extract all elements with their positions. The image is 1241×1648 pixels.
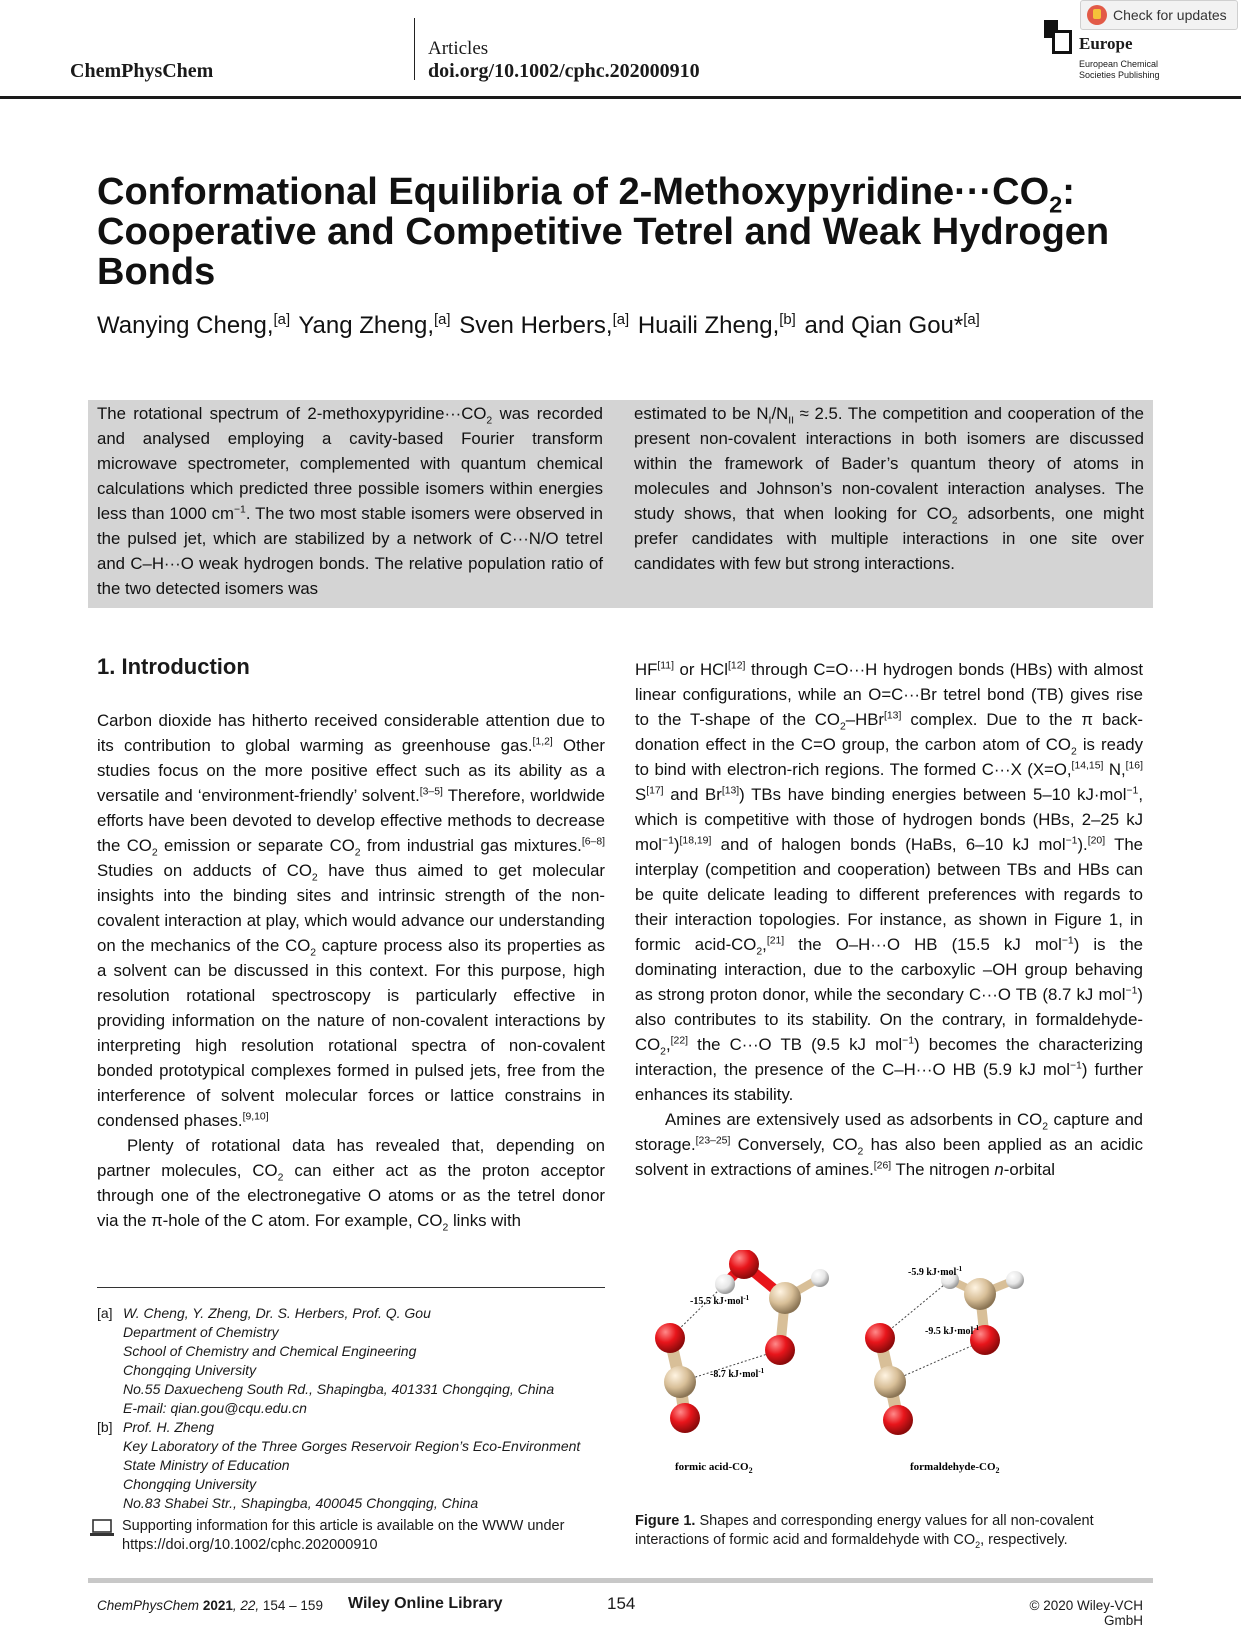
wiley-online-library-link[interactable]: Wiley Online Library [348, 1595, 503, 1612]
supporting-info-text[interactable]: Supporting information for this article is available on the WWW under https://doi.org/10.1002/cphc.202000910 [122, 1518, 565, 1553]
copyright: © 2020 Wiley-VCH GmbH [1029, 1598, 1143, 1628]
check-updates-label: Check for updates [1113, 7, 1227, 23]
fa-label: formic acid-$CO_2$ [675, 1461, 753, 1475]
logo-subtitle: European Chemical Societies Publishing [1079, 59, 1160, 80]
author: and Qian Gou*[a] [804, 312, 980, 339]
author: Huaili Zheng,[b] [637, 312, 796, 339]
fd-label: formaldehyde-$CO_2$ [910, 1461, 1000, 1475]
paragraph: Carbon dioxide has hitherto received considerable attention due to its contribution to global warming as greenhouse gas.[1,2] Other studies focus on the more positive effect such as its ability as a versatile and ‘environment-friendly’ solvent.[3–5] Therefore, worldwide efforts have been devoted to develop effective methods to decrease the $CO_2$ emission or separate $CO_2$ from industrial gas mixtures.[6–8] Studies on adducts of $CO_2$ have thus aimed to get molecular insights into the binding sites and intrinsic strength of the non-covalent interaction at play, which would advance our understanding on the mechanics of the $CO_2$ capture process also its properties as a solvent can be discussed in this context. For this purpose, high resolution rotational spectroscopy is particularly effective in providing information on the nature of non-covalent interactions by interpreting high resolution rotational spectra of non-covalent bonded prototypical complexes formed in pulsed jets, free from the interference of solvent molecular forces or lattice constrains in condensed phases.[9,10] [97, 711, 606, 1130]
footnote-rule [97, 1287, 605, 1288]
header-divider [414, 18, 415, 80]
journal-name: ChemPhysChem [70, 60, 214, 82]
paragraph: Plenty of rotational data has revealed that, depending on partner molecules, $CO_2$ can either act as the proton acceptor through one of the electronegative O atoms or as the tetrel donor via the π-hole of the C atom. For example, $CO_2$ links with [97, 1136, 605, 1234]
fa-hb-energy: -15.5 kJ·mol$^{-1}$ [690, 1294, 750, 1307]
doi-link[interactable]: doi.org/10.1002/cphc.202000910 [428, 60, 700, 82]
computer-icon [90, 1519, 114, 1537]
check-for-updates-button[interactable] [1080, 0, 1238, 30]
fd-tb-energy: -9.5 kJ·mol$^{-1}$ [925, 1324, 980, 1337]
figure-1-molecules [640, 1250, 1140, 1480]
abstract-right-column: estimated to be $N_I/N_{II} \approx 2.5$. The competition and cooperation of the present non-covalent interactions in both isomers are discussed within the framework of Bader’s quantum theory of atoms in molecules and Johnson’s non-covalent interaction analyses. The study shows, that when looking for $CO_2$ adsorbents, one might prefer candidates with multiple interactions in one site over candidates with few but strong interactions. [634, 404, 1144, 573]
affiliation-a: [a] W. Cheng, Y. Zheng, Dr. S. Herbers, Prof. Q. Gou Department of Chemistry School of Chemistry and Chemical Engineering Chongqing University No.55 Daxuecheng South Rd., Shapingba, 401331 Chongqing, China E-mail: qian.gou@cqu.edu.cn [97, 1305, 555, 1416]
header-rule [0, 96, 1241, 99]
fa-tb-energy: -8.7 kJ·mol$^{-1}$ [710, 1367, 765, 1380]
footer-rule [88, 1578, 1153, 1583]
affiliations [97, 1304, 607, 1513]
author: Wanying Cheng,[a] [97, 312, 291, 339]
article-title: Conformational Equilibria of $2-Methoxypyridine\cdot\cdot\cdot CO_2$: Cooperative and Competitive Tetrel and Weak Hydrogen Bonds [97, 171, 1110, 293]
crossmark-icon [1087, 5, 1107, 25]
fd-hb-energy: -5.9 kJ·mol$^{-1}$ [908, 1265, 963, 1278]
footer-citation: ChemPhysChem 2021, 22, 154 – 159 [97, 1598, 323, 1613]
section-label: Articles [428, 38, 489, 59]
page-number: 154 [607, 1594, 636, 1613]
author: Yang Zheng,[a] [298, 312, 451, 339]
logo-mark-icon [1044, 20, 1070, 50]
formic-acid-co2-model [655, 1250, 829, 1433]
abstract-left-column: The rotational spectrum of $2-methoxypyridine\cdot\cdot\cdot CO_2$ was recorded and analysed employing a cavity-based Fourier transform microwave spectrometer, complemented with quantum chemical calculations which predicted three possible isomers within energies less than 1000 $cm^{-1}$. The two most stable isomers were observed in the pulsed jet, which are stabilized by a network of C···N/O tetrel and C–H···O weak hydrogen bonds. The relative population ratio of the two detected isomers was [97, 404, 603, 598]
abstract-box [88, 400, 1153, 608]
author-list [97, 312, 1177, 340]
paragraph: HF[11] or HCl[12] through C=O···H hydrogen bonds (HBs) with almost linear configurations, while an O=C···Br tetrel bond (TB) gives rise to the T-shape of the $CO_2-HBr[13]$ complex. Due to the π back-donation effect in the C=O group, the carbon atom of $CO_2$ is ready to bind with electron-rich regions. The formed C···X (X=O,[14,15] N,[16] S[17] and Br[13]) TBs have binding energies between 5–10 kJ·mol$^{-1}$, which is competitive with those of hydrogen bonds (HBs, 2–25 kJ mol$^{-1}$)[18,19] and of halogen bonds (HaBs, 6–10 kJ mol$^{-1}$).[20] The interplay (competition and cooperation) between TBs and HBs can be quite delicate leading to different preferences with regards to their interaction topologies. For instance, as shown in Figure 1, in formic acid-$CO_2,[21]$ the O–H···O HB (15.5 kJ mol$^{-1}$) is the dominating interaction, due to the carboxylic –OH group behaving as strong proton donor, while the secondary C···O TB (8.7 kJ mol$^{-1}$) also contributes to its stability. On the contrary, in formaldehyde-$CO_2,[22]$ the C···O TB (9.5 kJ mol$^{-1}$) becomes the characterizing interaction, the presence of the C–H···O HB (5.9 kJ mol$^{-1}$) further enhances its stability. [635, 660, 1144, 1104]
affiliation-b: [b] Prof. H. Zheng Key Laboratory of the Three Gorges Reservoir Region’s Eco-Environment State Ministry of Education Chongqing University No.83 Shabei Str., Shapingba, 400045 Chongqing, China [97, 1419, 581, 1511]
author-email[interactable]: E-mail: qian.gou@cqu.edu.cn [123, 1400, 307, 1416]
body-left-column [97, 708, 605, 1233]
body-right-column [635, 657, 1143, 1182]
section-heading: 1. Introduction [97, 654, 250, 679]
paragraph: Amines are extensively used as adsorbents in $CO_2$ capture and storage.[23–25] Conversely, $CO_2$ has also been applied as an acidic solvent in extractions of amines.[26] The nitrogen n-orbital [635, 1110, 1143, 1179]
author: Sven Herbers,[a] [459, 312, 630, 339]
figure-caption: Figure 1. Shapes and corresponding energy values for all non-covalent interactions of formic acid and formaldehyde with $CO_2$, respectively. [635, 1513, 1094, 1550]
logo-title: Europe [1079, 34, 1133, 53]
formaldehyde-co2-model [865, 1271, 1024, 1435]
supporting-info-note [90, 1517, 605, 1555]
